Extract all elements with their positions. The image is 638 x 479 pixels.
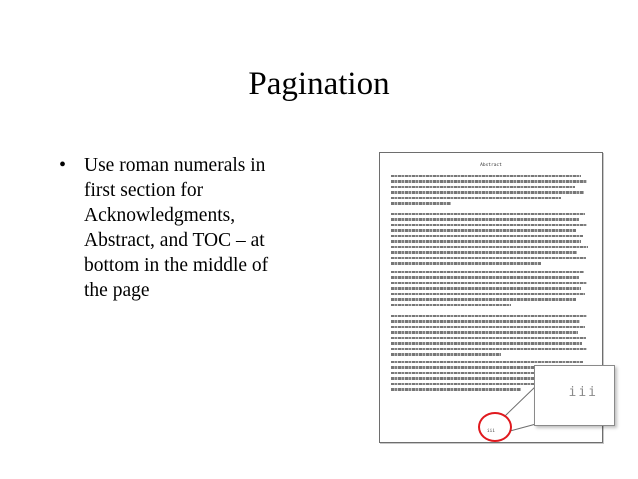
- bullet-line: bottom in the middle of: [84, 255, 269, 276]
- page-number-highlight-circle: [478, 412, 512, 442]
- document-paragraph: [391, 213, 591, 268]
- zoom-callout: [534, 365, 615, 426]
- bullet-line: Abstract, and TOC – at: [84, 230, 265, 251]
- bullet-list: [56, 153, 331, 303]
- document-paragraph: [391, 175, 591, 208]
- slide-title: Pagination: [248, 66, 390, 102]
- bullet-line: first section for: [84, 180, 204, 201]
- bullet-line: Acknowledgments,: [84, 205, 236, 226]
- document-heading: Abstract: [480, 163, 502, 168]
- bullet-dot-icon: •: [59, 154, 67, 176]
- zoomed-page-number: iii: [568, 385, 598, 400]
- bullet-line: the page: [84, 280, 150, 301]
- document-page-number: iii: [486, 429, 496, 434]
- document-paragraph: [391, 271, 591, 309]
- document-paragraph: [391, 315, 591, 359]
- bullet-item: [56, 153, 331, 303]
- bullet-line: Use roman numerals in: [84, 155, 266, 176]
